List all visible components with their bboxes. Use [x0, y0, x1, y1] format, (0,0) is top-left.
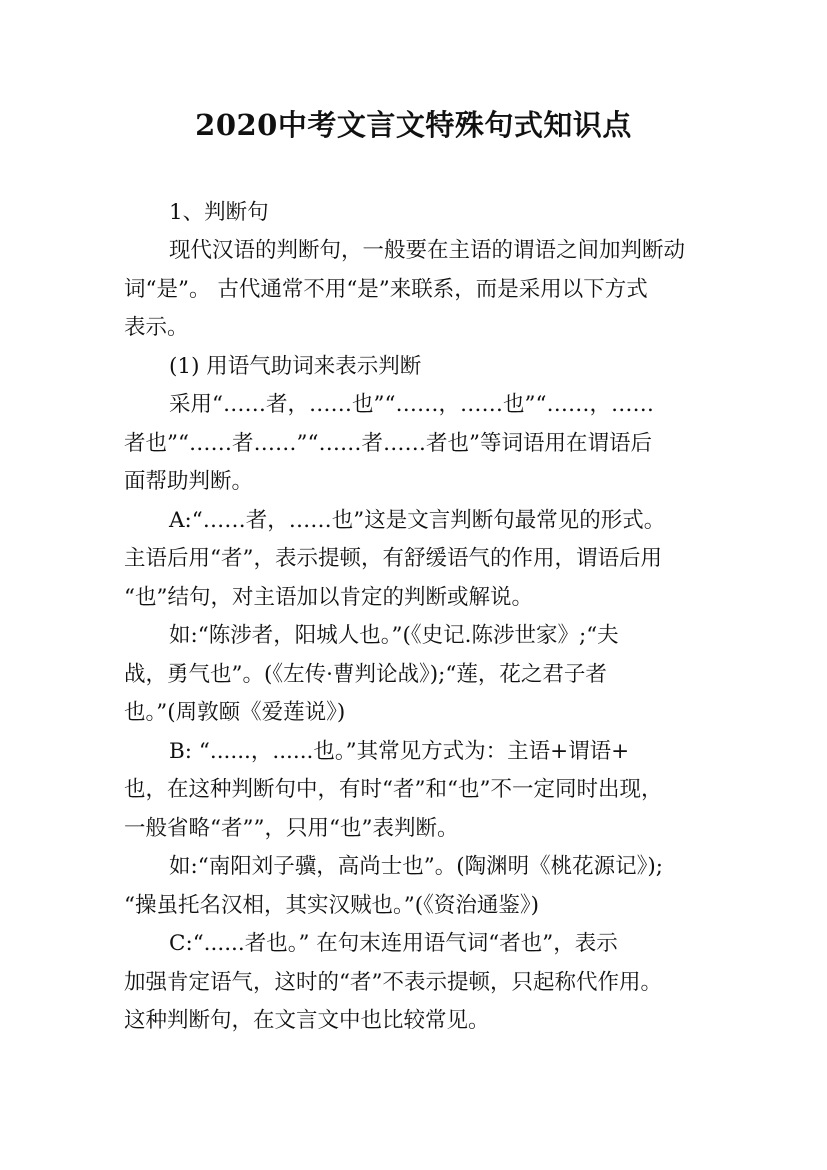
paragraph-line: B: “......，......也。”其常见方式为：主语+谓语+	[169, 739, 630, 764]
paragraph-line: 词“是”。 古代通常不用“是”来联系，而是采用以下方式	[124, 277, 648, 302]
paragraph-line: 采用“……者，……也”“……，……也”“……，……	[169, 392, 654, 417]
paragraph-line: “也”结句，对主语加以肯定的判断或解说。	[124, 585, 533, 610]
example-line: 也。”(周敦颐《爱莲说》)	[124, 700, 346, 725]
example-line: “操虽托名汉相，其实汉贼也。”(《资治通鉴》)	[124, 893, 540, 918]
paragraph-line: 加强肯定语气，这时的“者”不表示提顿，只起称代作用。	[124, 970, 662, 995]
document-title: 2020中考文言文特殊句式知识点	[195, 108, 632, 142]
paragraph-line: 面帮助判断。	[124, 469, 254, 494]
paragraph-line: 表示。	[124, 315, 189, 340]
paragraph-line: C:“......者也。” 在句末连用语气词“者也”，表示	[169, 931, 618, 956]
paragraph-line: A:“……者，……也”这是文言判断句最常见的形式。	[169, 508, 666, 533]
paragraph-line: 这种判断句，在文言文中也比较常见。	[124, 1008, 490, 1033]
example-line: 如:“陈涉者，阳城人也。”(《史记.陈涉世家》;“夫	[169, 623, 619, 648]
section-heading-judgment-sentence: 1、判断句	[169, 200, 269, 225]
subsection-heading: (1) 用语气助词来表示判断	[169, 354, 422, 379]
example-line: 战，勇气也”。(《左传·曹判论战》);“莲，花之君子者	[124, 662, 607, 687]
paragraph-line: 现代汉语的判断句，一般要在主语的谓语之间加判断动	[169, 238, 686, 263]
paragraph-line: 者也”“……者……”“……者……者也”等词语用在谓语后	[124, 431, 652, 456]
paragraph-line: 一般省略“者””，只用“也”表判断。	[124, 816, 459, 841]
paragraph-line: 也，在这种判断句中，有时“者”和“也”不一定同时出现，	[124, 777, 663, 802]
paragraph-line: 主语后用“者”，表示提顿，有舒缓语气的作用，谓语后用	[124, 546, 662, 571]
example-line: 如:“南阳刘子骥，高尚士也”。(陶渊明《桃花源记》);	[169, 854, 663, 879]
